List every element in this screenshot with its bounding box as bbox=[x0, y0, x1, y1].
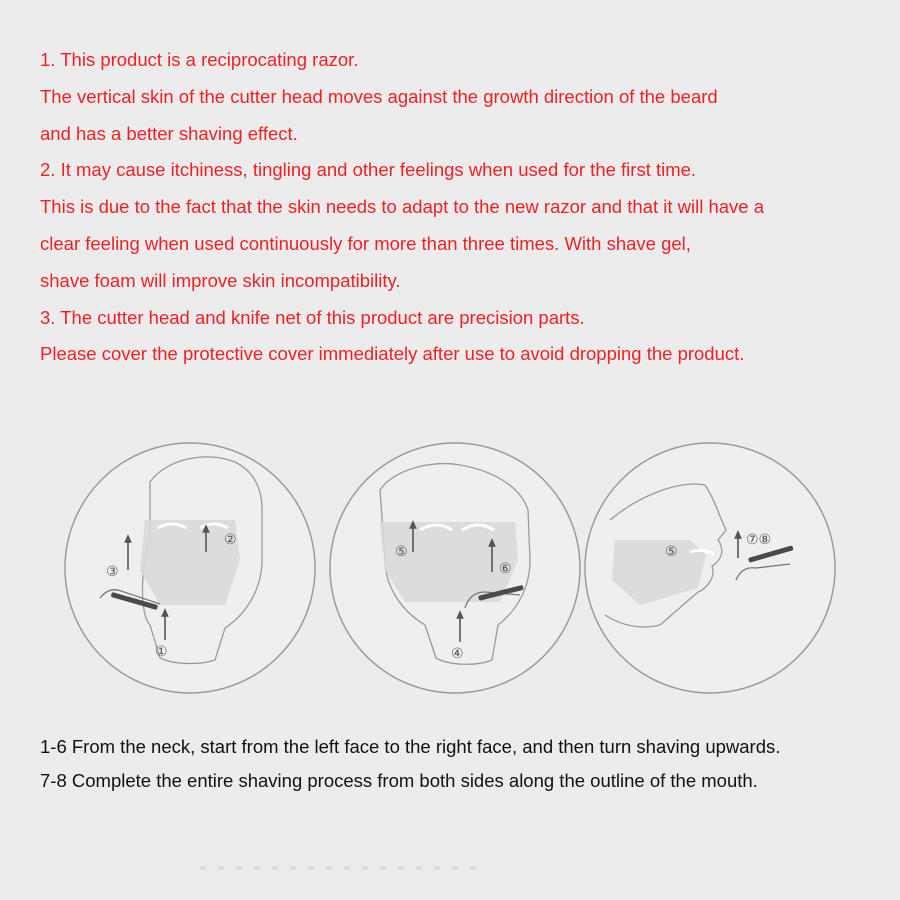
shaving-illustration bbox=[0, 420, 900, 710]
note-line: shave foam will improve skin incompatibility. bbox=[40, 269, 401, 291]
note-line: 1. This product is a reciprocating razor. bbox=[40, 49, 359, 70]
step-line: 7-8 Complete the entire shaving process from both sides along the outline of the mouth. bbox=[40, 770, 758, 791]
note-line: 2. It may cause itchiness, tingling and other feelings when used for the first time. bbox=[40, 159, 697, 181]
footer-decoration bbox=[200, 866, 480, 870]
diagram-panel-front-left bbox=[65, 443, 315, 693]
note-line: 3. The cutter head and knife net of this product are precision parts. bbox=[40, 306, 585, 328]
step-label: ② bbox=[224, 532, 237, 548]
diagram-panel-profile bbox=[585, 443, 835, 693]
note-line: clear feeling when used continuously for more than three times. With shave gel, bbox=[40, 232, 691, 254]
diagram-panel-front-right bbox=[330, 443, 580, 693]
shaving-diagrams bbox=[0, 420, 900, 710]
note-line: This is due to the fact that the skin needs to adapt to the new razor and that it will have a bbox=[40, 196, 764, 218]
note-line: The vertical skin of the cutter head moves against the growth direction of the beard bbox=[40, 85, 718, 107]
beard-area bbox=[380, 522, 518, 602]
step-label: ⑥ bbox=[499, 561, 512, 577]
note-line: and has a better shaving effect. bbox=[40, 122, 298, 144]
step-label: ⑤ bbox=[665, 544, 678, 560]
shaving-steps bbox=[40, 730, 895, 798]
step-label: ⑤ bbox=[395, 544, 408, 560]
step-label: ④ bbox=[451, 646, 464, 662]
step-line: 1-6 From the neck, start from the left face to the right face, and then turn shaving upwards. bbox=[40, 736, 781, 757]
safety-notes bbox=[40, 42, 890, 373]
step-label: ① bbox=[155, 644, 168, 660]
note-line: Please cover the protective cover immediately after use to avoid dropping the product. bbox=[40, 343, 745, 365]
step-label: ③ bbox=[106, 564, 119, 580]
step-label: ⑦⑧ bbox=[746, 532, 772, 548]
